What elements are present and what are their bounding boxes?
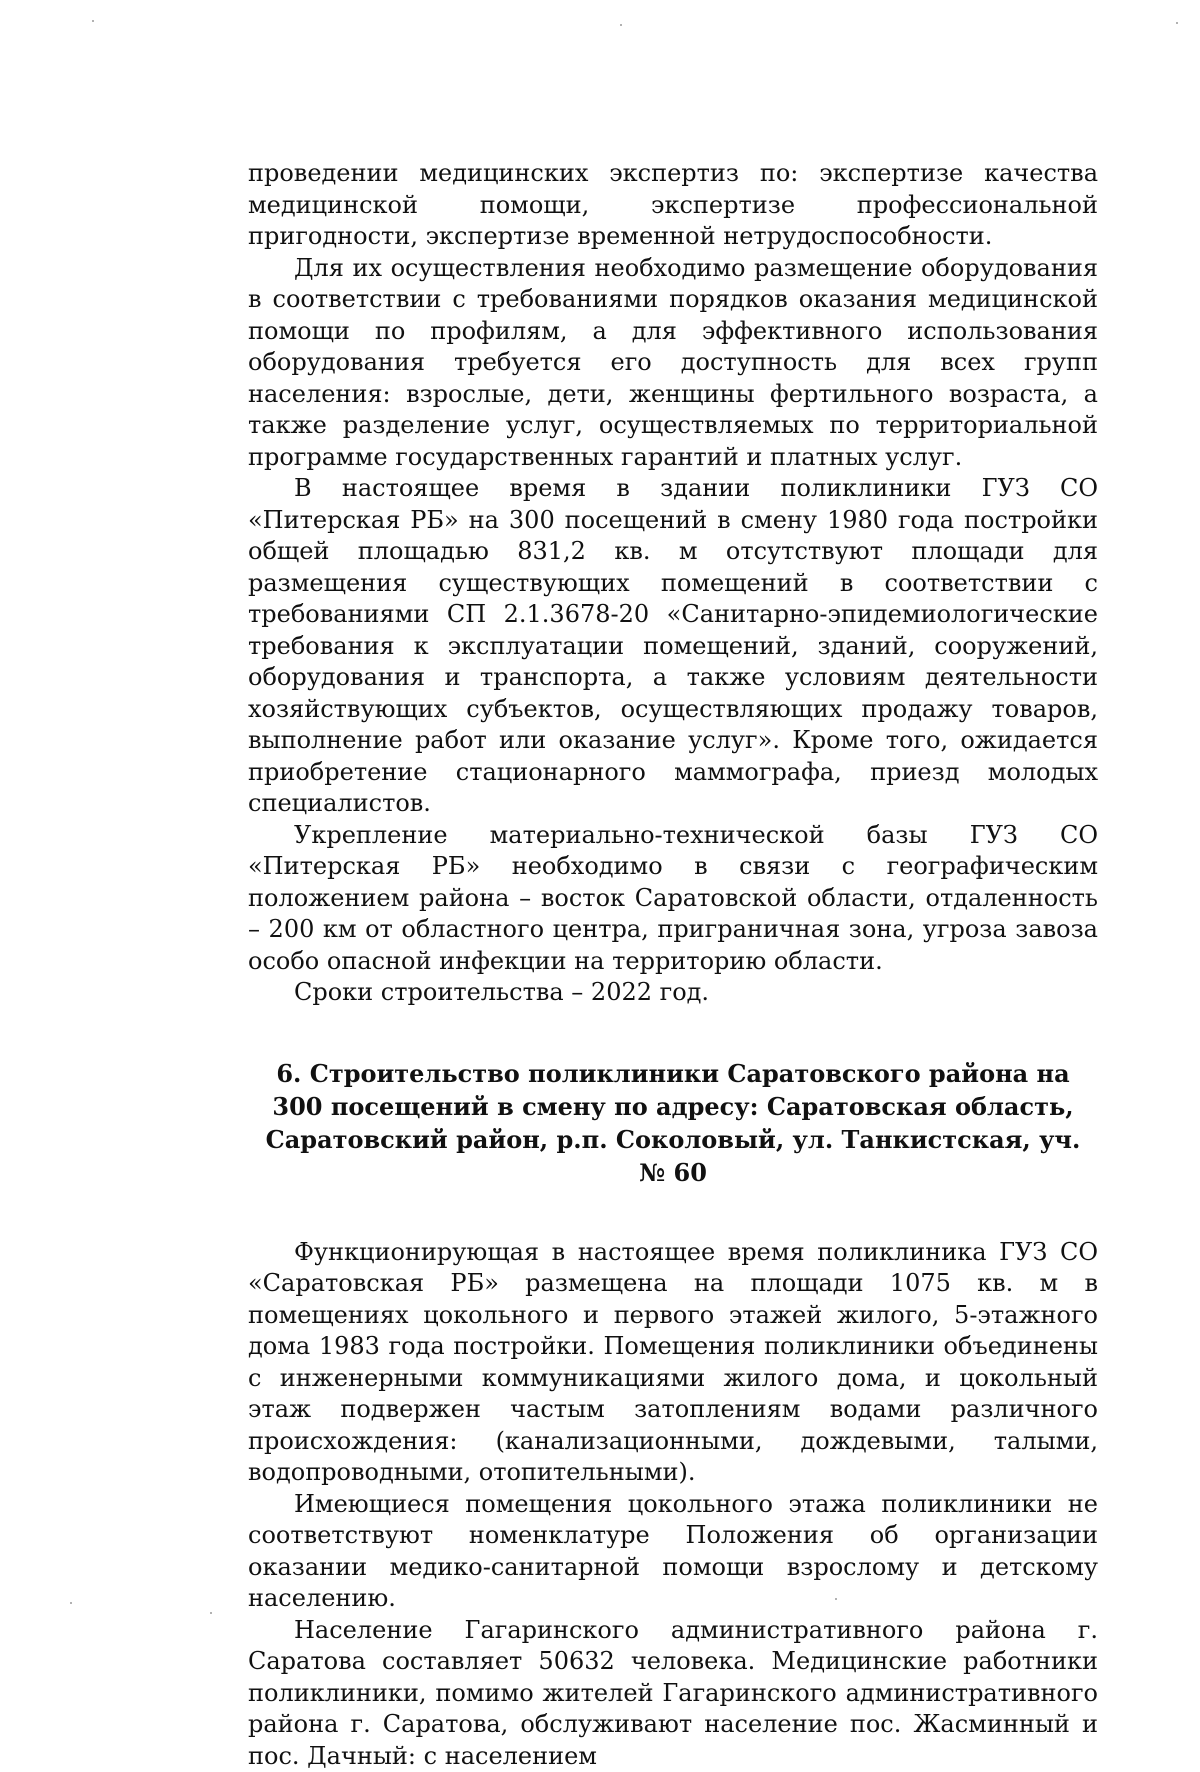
paragraph-population: Население Гагаринского административного района г. Саратова составляет 50632 человека. Медицинские работники поликлиники, помимо жителей Гагаринского административного района г. Саратова, обслуживают население пос. Жасминный и пос. Дачный: с населением [248, 1615, 1098, 1772]
scan-artifact [1176, 22, 1178, 24]
document-body [248, 158, 1098, 1772]
spacer [248, 1189, 1098, 1237]
scan-artifact [92, 20, 94, 22]
spacer [248, 1009, 1098, 1057]
paragraph-construction-term: Сроки строительства – 2022 год. [248, 977, 1098, 1009]
paragraph-material-base: Укрепление материально-технической базы ГУЗ СО «Питерская РБ» необходимо в связи с географическим положением района – восток Саратовской области, отдаленность – 200 км от областного центра, приграничная зона, угроза завоза особо опасной инфекции на территорию области. [248, 820, 1098, 978]
scan-artifact [835, 1598, 837, 1600]
paragraph-current-building: В настоящее время в здании поликлиники ГУЗ СО «Питерская РБ» на 300 посещений в смену 1980 года постройки общей площадью 831,2 кв. м отсутствуют площади для размещения существующих помещений в соответствии с требованиями СП 2.1.3678-20 «Санитарно-эпидемиологические требования к эксплуатации помещений, зданий, сооружений, оборудования и транспорта, а также условиям деятельности хозяйствующих субъектов, осуществляющих продажу товаров, выполнение работ или оказание услуг». Кроме того, ожидается приобретение стационарного маммографа, приезд молодых специалистов. [248, 473, 1098, 820]
scan-artifact [70, 1602, 72, 1604]
paragraph-functioning-clinic: Функционирующая в настоящее время поликлиника ГУЗ СО «Саратовская РБ» размещена на площади 1075 кв. м в помещениях цокольного и первого этажей жилого, 5-этажного дома 1983 года постройки. Помещения поликлиники объединены с инженерными коммуникациями жилого дома, и цокольный этаж подвержен частым затоплениям водами различного происхождения: (канализационными, дождевыми, талыми, водопроводными, отопительными). [248, 1237, 1098, 1489]
paragraph-basement-premises: Имеющиеся помещения цокольного этажа поликлиники не соответствуют номенклатуре Положения об организации оказании медико-санитарной помощи взрослому и детскому населению. [248, 1489, 1098, 1615]
scan-artifact [210, 1612, 212, 1614]
section-heading: 6. Строительство поликлиники Саратовского района на 300 посещений в смену по адресу: Саратовская область, Саратовский район, р.п. Соколовый, ул. Танкистская, уч. № 60 [248, 1057, 1098, 1189]
scan-artifact [620, 24, 622, 26]
paragraph-continuation: проведении медицинских экспертиз по: экспертизе качества медицинской помощи, экспертизе профессиональной пригодности, экспертизе временной нетрудоспособности. [248, 158, 1098, 253]
paragraph-equipment: Для их осуществления необходимо размещение оборудования в соответствии с требованиями порядков оказания медицинской помощи по профилям, а для эффективного использования оборудования требуется его доступность для всех групп населения: взрослые, дети, женщины фертильного возраста, а также разделение услуг, осуществляемых по территориальной программе государственных гарантий и платных услуг. [248, 253, 1098, 474]
